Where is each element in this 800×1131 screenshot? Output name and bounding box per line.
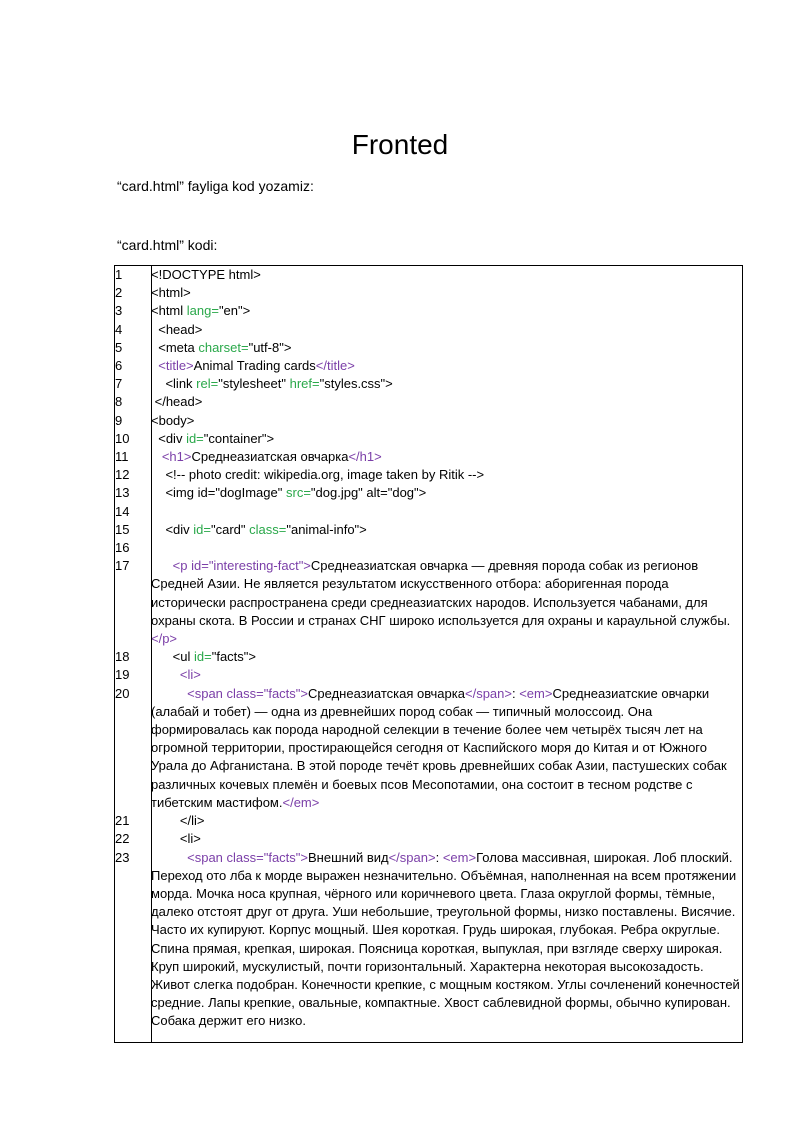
code-tag: <p id="interesting-fact"> bbox=[172, 558, 311, 574]
code-line bbox=[151, 448, 742, 466]
line-number: 4 bbox=[115, 321, 123, 337]
code-text: Animal Trading cards bbox=[193, 358, 316, 374]
code-text: <head> bbox=[151, 321, 203, 337]
code-line bbox=[151, 830, 742, 848]
code-text: <html> bbox=[151, 285, 191, 301]
code-text: Среднеазиатские овчарки (алабай и тобет) — одна из древнейших пород собак — типичный молоссоид. Она формировалась как порода народной селекции в течение более чем четырёх тысяч лет на огромной территории, простирающейся сегодня от Каспийского моря до Китая и от Южного Урала до Афганистана. В этой породе течёт кровь древнейших собак Азии, пастушеских собак различных кочевых племён и боевых псов Месопотамии, она состоит в тесном родстве с тибетским мастифом. bbox=[151, 685, 727, 810]
code-text: <div bbox=[151, 430, 187, 446]
code-text bbox=[151, 850, 187, 865]
code-line bbox=[151, 685, 742, 812]
code-text: <li> bbox=[151, 831, 201, 847]
code-text: Среднеазиатская овчарка bbox=[308, 685, 465, 701]
code-attribute: id= bbox=[194, 649, 212, 665]
code-tag: <em> bbox=[442, 849, 477, 865]
line-number: 19 bbox=[115, 667, 130, 683]
line-number: 17 bbox=[115, 558, 130, 574]
line-number: 13 bbox=[115, 485, 130, 501]
code-text: <div bbox=[151, 521, 194, 537]
code-row bbox=[115, 448, 742, 466]
code-attribute: src= bbox=[285, 485, 311, 501]
code-tag: </h1> bbox=[348, 449, 382, 465]
code-line bbox=[151, 321, 742, 339]
code-table bbox=[114, 265, 743, 1043]
code-text: "utf-8"> bbox=[248, 339, 292, 355]
line-number: 3 bbox=[115, 303, 123, 319]
code-tag: <span class="facts"> bbox=[187, 685, 309, 701]
code-attribute: href= bbox=[289, 376, 320, 392]
page-title: Fronted bbox=[351, 129, 449, 160]
code-text: <body> bbox=[151, 412, 195, 428]
code-row bbox=[115, 321, 742, 339]
code-body bbox=[115, 266, 742, 1031]
code-line bbox=[151, 375, 742, 393]
code-caption: “card.html” kodi: bbox=[117, 237, 218, 253]
code-text: "styles.css"> bbox=[319, 376, 393, 392]
code-line bbox=[151, 557, 742, 648]
line-number: 21 bbox=[115, 813, 130, 829]
code-line bbox=[151, 648, 742, 666]
code-row bbox=[115, 302, 742, 320]
code-row bbox=[115, 339, 742, 357]
code-text: <html bbox=[151, 303, 187, 319]
code-text: </li> bbox=[151, 813, 205, 829]
line-number: 6 bbox=[115, 358, 123, 374]
code-line bbox=[151, 412, 742, 430]
code-row bbox=[115, 830, 742, 848]
code-row bbox=[115, 266, 742, 284]
code-line bbox=[151, 266, 742, 284]
line-number: 15 bbox=[115, 521, 130, 537]
code-tag: </span> bbox=[464, 685, 512, 701]
code-text: : bbox=[511, 685, 520, 701]
code-line bbox=[151, 666, 742, 684]
line-number: 16 bbox=[115, 540, 130, 556]
gutter-divider bbox=[151, 266, 152, 1042]
code-text: "dog.jpg" alt="dog"> bbox=[310, 485, 427, 501]
code-row bbox=[115, 393, 742, 411]
code-row bbox=[115, 648, 742, 666]
code-line bbox=[151, 393, 742, 411]
code-row bbox=[115, 430, 742, 448]
code-tag: <span class="facts"> bbox=[187, 849, 309, 865]
code-tag: <li> bbox=[179, 667, 201, 683]
code-line bbox=[151, 521, 742, 539]
code-row bbox=[115, 557, 742, 648]
code-text: "card" bbox=[211, 521, 250, 537]
line-number: 23 bbox=[115, 849, 130, 865]
code-text bbox=[151, 558, 173, 573]
code-row bbox=[115, 503, 742, 521]
line-number: 9 bbox=[115, 412, 123, 428]
line-number: 20 bbox=[115, 685, 130, 701]
code-attribute: charset= bbox=[198, 339, 249, 355]
code-text: "stylesheet" bbox=[218, 376, 290, 392]
code-text: Среднеазиатская овчарка bbox=[191, 449, 349, 465]
code-attribute: lang= bbox=[186, 303, 219, 319]
code-text: <link bbox=[151, 376, 197, 392]
code-attribute: class= bbox=[249, 521, 287, 537]
code-line bbox=[151, 339, 742, 357]
code-tag: <h1> bbox=[161, 449, 192, 465]
code-text: </head> bbox=[151, 394, 203, 410]
line-number: 12 bbox=[115, 467, 130, 483]
code-text: "facts"> bbox=[211, 649, 256, 665]
line-number: 14 bbox=[115, 503, 130, 519]
line-number: 7 bbox=[115, 376, 123, 392]
line-number: 10 bbox=[115, 430, 130, 446]
line-number: 5 bbox=[115, 339, 123, 355]
code-attribute: id= bbox=[193, 521, 211, 537]
code-text: Голова массивная, широкая. Лоб плоский. Переход ото лба к морде выражен незначительно. Объёмная, наполненная на всем протяжении морда. Мочка носа крупная, чёрного или коричневого цвета. Глаза округлой формы, тёмные, далеко отстоят друг от друга. Уши небольшие, треугольной формы, низко поставлены. Висячие. Часто их купируют. Корпус мощный. Шея короткая. Грудь широкая, глубокая. Ребра округлые. Спина прямая, крепкая, широкая. Поясница короткая, выпуклая, при взгляде сверху широкая. Круп широкий, мускулистый, почти горизонтальный. Характерна некоторая высокозадость. Живот слегка подобран. Конечности крепкие, с мощным костяком. Углы сочленений конечностей средние. Лапы крепкие, овальные, компактные. Хвост саблевидной формы, обычно купирован. Собака держит его низко. bbox=[151, 849, 740, 1029]
code-row bbox=[115, 666, 742, 684]
code-row bbox=[115, 412, 742, 430]
code-attribute: id= bbox=[186, 430, 204, 446]
code-text: : bbox=[435, 849, 443, 865]
code-line bbox=[151, 849, 742, 1031]
line-number: 2 bbox=[115, 285, 123, 301]
code-text: <meta bbox=[151, 339, 199, 355]
line-number: 1 bbox=[115, 267, 123, 282]
code-line bbox=[151, 357, 742, 375]
code-row bbox=[115, 849, 742, 1031]
code-row bbox=[115, 484, 742, 502]
code-text: <!-- photo credit: wikipedia.org, image taken by Ritik --> bbox=[151, 467, 485, 483]
code-row bbox=[115, 357, 742, 375]
code-tag: </em> bbox=[282, 794, 320, 810]
line-number: 22 bbox=[115, 831, 130, 847]
code-row bbox=[115, 812, 742, 830]
code-row bbox=[115, 521, 742, 539]
code-line bbox=[151, 430, 742, 448]
code-row bbox=[115, 466, 742, 484]
line-number: 11 bbox=[115, 449, 129, 465]
code-text: "en"> bbox=[218, 303, 251, 319]
code-text: <ul bbox=[151, 649, 194, 665]
code-text bbox=[151, 667, 180, 682]
code-text: Внешний вид bbox=[308, 849, 389, 865]
code-text bbox=[151, 686, 187, 701]
code-text: <!DOCTYPE html> bbox=[151, 267, 261, 282]
code-attribute: rel= bbox=[196, 376, 219, 392]
code-tag: </title> bbox=[315, 358, 355, 374]
code-line bbox=[151, 302, 742, 320]
code-text: "animal-info"> bbox=[286, 521, 367, 537]
code-tag: <em> bbox=[519, 685, 553, 701]
code-line bbox=[151, 484, 742, 502]
code-line bbox=[151, 539, 742, 557]
code-text bbox=[151, 449, 162, 464]
code-text: <img id="dogImage" bbox=[151, 485, 286, 501]
line-number: 18 bbox=[115, 649, 130, 665]
code-text: Среднеазиатская овчарка — древняя порода собак из регионов Средней Азии. Не является результатом искусственного отбора: аборигенная порода исторически распространена среди среднеазиатских народов. Используется чабанами, для охраны скота. В России и странах СНГ широко используется для охраны и караульной службы. bbox=[151, 558, 731, 628]
code-text: "container"> bbox=[203, 430, 275, 446]
code-line bbox=[151, 503, 742, 521]
intro-paragraph: “card.html” fayliga kod yozamiz: bbox=[117, 178, 314, 194]
code-line bbox=[151, 812, 742, 830]
code-row bbox=[115, 375, 742, 393]
line-number: 8 bbox=[115, 394, 123, 410]
code-line bbox=[151, 284, 742, 302]
code-row bbox=[115, 284, 742, 302]
code-listing bbox=[115, 266, 742, 1031]
code-tag: <title> bbox=[158, 358, 194, 374]
code-tag: </p> bbox=[151, 631, 178, 647]
code-line bbox=[151, 466, 742, 484]
code-row bbox=[115, 539, 742, 557]
code-row bbox=[115, 685, 742, 812]
code-tag: </span> bbox=[388, 849, 436, 865]
